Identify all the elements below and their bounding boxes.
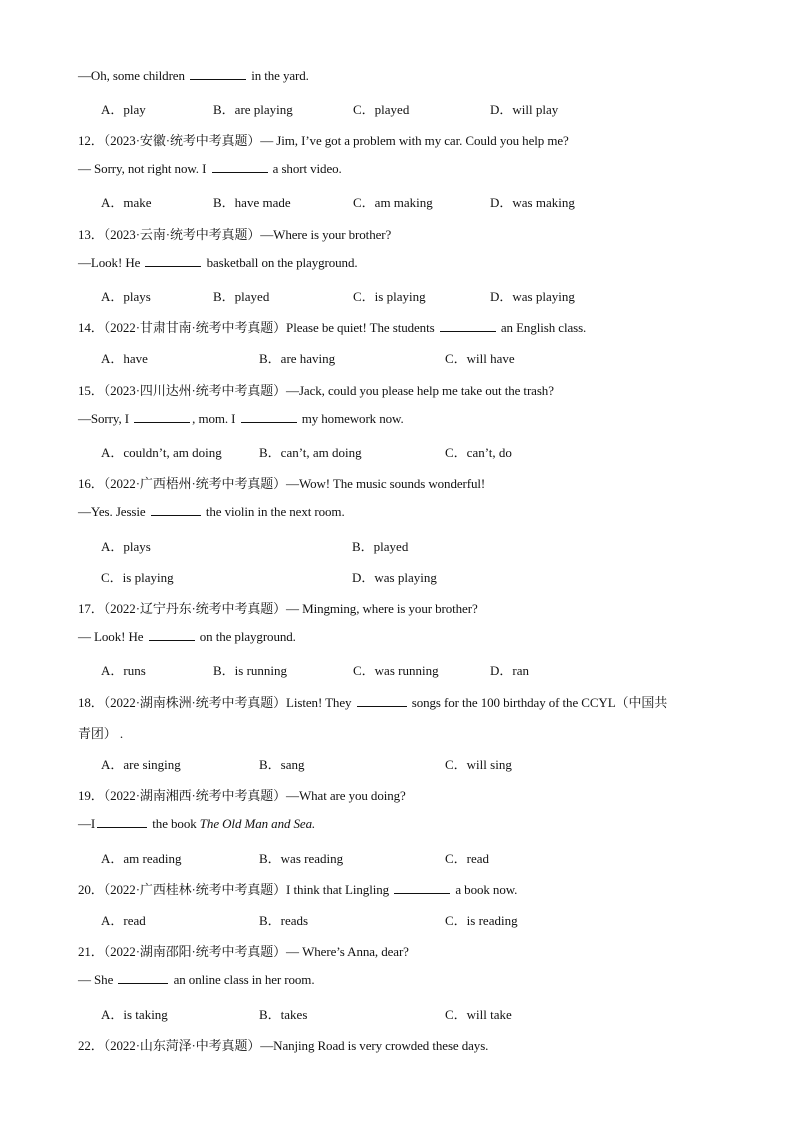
option-a[interactable]: A．is taking [101,1007,168,1022]
dialogue-text: —I [78,816,96,831]
dialogue-text: the book [152,816,197,831]
question-21-stem: 21．（2022·湖南邵阳·统考中考真题）— Where’s Anna, dear? [78,944,409,959]
dialogue-text: in the yard. [251,68,309,83]
dialogue-text: the violin in the next room. [205,504,345,519]
question-22-stem: 22．（2022·山东菏泽·中考真题）—Nanjing Road is very crowded these days. [78,1038,489,1053]
dialogue-text: — Sorry, not right now. I [78,161,207,176]
answer-blank [190,68,246,80]
answer-blank [212,161,268,173]
answer-blank [241,411,297,423]
dialogue-text: on the playground. [199,629,296,644]
option-b[interactable]: B．are playing [213,102,293,117]
option-a[interactable]: A．plays [101,289,151,304]
question-13-line [78,255,358,271]
dialogue-text: —Sorry, I [78,411,129,426]
stem-text: a book now. [455,882,518,897]
option-c[interactable]: C．will sing [445,757,512,772]
question-15-stem: 15．（2023·四川达州·统考中考真题）—Jack, could you please help me take out the trash? [78,383,554,398]
question-17-line [78,629,296,645]
option-a[interactable]: A．am reading [101,851,182,866]
question-16-line [78,504,345,520]
dialogue-text: , mom. I [192,411,236,426]
answer-blank [118,972,168,984]
option-d[interactable]: D．was making [490,195,575,210]
option-a[interactable]: A．have [101,351,148,366]
question-16-stem: 16．（2022·广西梧州·统考中考真题）—Wow! The music sounds wonderful! [78,476,486,491]
option-a[interactable]: A．runs [101,663,146,678]
option-c[interactable]: C．is playing [101,570,174,585]
option-b[interactable]: B．is running [213,663,288,678]
option-a[interactable]: A．couldn’t, am doing [101,445,222,460]
option-d[interactable]: D．was playing [490,289,575,304]
dialogue-text: —Oh, some children [78,68,185,83]
answer-blank [145,255,201,267]
stem-text: an English class. [500,320,587,335]
stem-text: 14．（2022·甘肃甘南·统考中考真题）Please be quiet! The students [78,320,435,335]
answer-blank [134,411,190,423]
dialogue-text: an online class in her room. [173,972,315,987]
dialogue-text: —Look! He [78,255,141,270]
answer-blank [151,504,201,516]
option-a[interactable]: A．read [101,913,146,928]
option-b[interactable]: B．sang [259,757,305,772]
option-b[interactable]: B．was reading [259,851,344,866]
option-a[interactable]: A．play [101,102,146,117]
question-20-stem [78,879,517,898]
question-17-stem: 17．（2022·辽宁丹东·统考中考真题）— Mingming, where is your brother? [78,601,478,616]
option-a[interactable]: A．make [101,195,152,210]
dialogue-text: my homework now. [301,411,404,426]
question-12-line [78,161,342,177]
dialogue-text: basketball on the playground. [206,255,358,270]
book-title: The Old Man and Sea. [199,816,316,831]
answer-blank [149,629,195,641]
option-b[interactable]: B．played [213,289,270,304]
question-21-line [78,972,314,988]
option-c[interactable]: C．is playing [353,289,426,304]
question-12-stem: 12．（2023·安徽·统考中考真题）— Jim, I’ve got a problem with my car. Could you help me? [78,133,569,148]
option-d[interactable]: D．will play [490,102,559,117]
question-14-stem [78,317,586,336]
option-d[interactable]: D．ran [490,663,529,678]
question-18-line: 青团） . [78,726,124,741]
dialogue-text: — Look! He [78,629,144,644]
option-c[interactable]: C．am making [353,195,433,210]
question-15-line [78,411,404,427]
stem-text: 20．（2022·广西桂林·统考中考真题）I think that Lingling [78,882,390,897]
question-18-stem [78,692,667,711]
option-c[interactable]: C．will have [445,351,515,366]
answer-blank [97,816,147,828]
dialogue-text: — She [78,972,114,987]
dialogue-text: —Yes. Jessie [78,504,146,519]
stem-text: songs for the 100 birthday of the CCYL（中国共 [411,695,668,710]
option-a[interactable]: A．plays [101,539,151,554]
option-c[interactable]: C．read [445,851,490,866]
option-a[interactable]: A．are singing [101,757,181,772]
stem-text: 18．（2022·湖南株洲·统考中考真题）Listen! They [78,695,352,710]
option-b[interactable]: B．have made [213,195,291,210]
answer-blank [440,320,496,332]
option-b[interactable]: B．played [352,539,409,554]
option-c[interactable]: C．is reading [445,913,518,928]
option-b[interactable]: B．reads [259,913,309,928]
question-13-stem: 13．（2023·云南·统考中考真题）—Where is your brother? [78,227,392,242]
question-19-line [78,816,315,832]
option-b[interactable]: B．are having [259,351,336,366]
option-b[interactable]: B．can’t, am doing [259,445,362,460]
option-c[interactable]: C．was running [353,663,439,678]
option-b[interactable]: B．takes [259,1007,308,1022]
option-d[interactable]: D．was playing [352,570,437,585]
answer-blank [394,882,450,894]
option-c[interactable]: C．will take [445,1007,512,1022]
question-11-line [78,68,309,84]
dialogue-text: a short video. [272,161,342,176]
answer-blank [357,695,407,707]
question-19-stem: 19．（2022·湖南湘西·统考中考真题）—What are you doing? [78,788,406,803]
option-c[interactable]: C．can’t, do [445,445,512,460]
option-c[interactable]: C．played [353,102,410,117]
